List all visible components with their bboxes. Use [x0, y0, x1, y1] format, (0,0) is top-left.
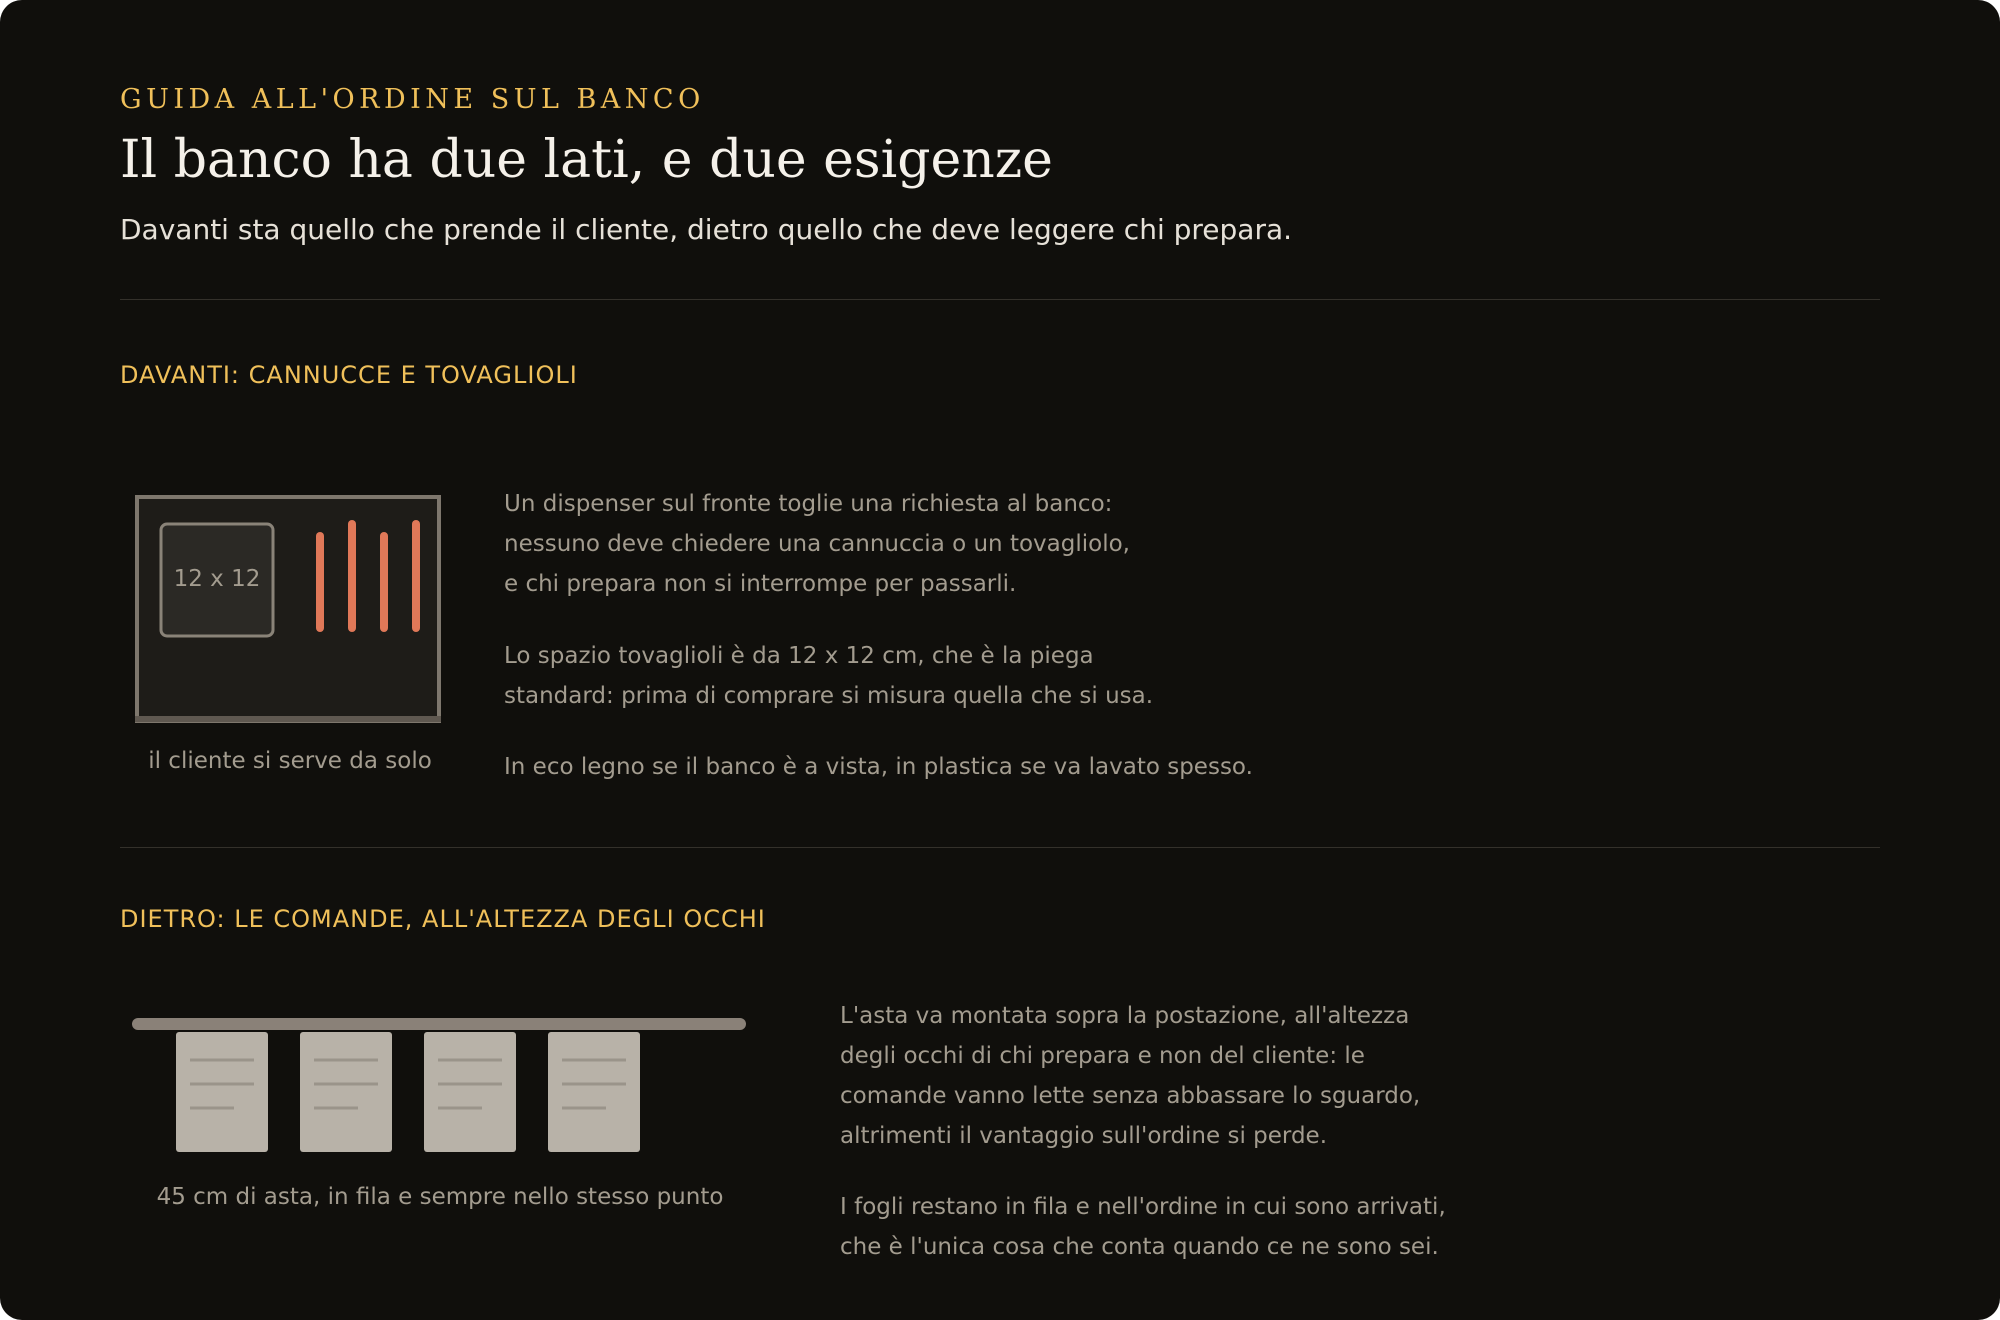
section-label-back: DIETRO: LE COMANDE, ALL'ALTEZZA DEGLI OCCHI	[120, 905, 766, 933]
front-paragraph-2: Lo spazio tovaglioli è da 12 x 12 cm, che è la piega standard: prima di comprare si misura quella che si usa.	[504, 643, 1154, 709]
divider-middle	[120, 847, 1880, 848]
front-paragraph-3: In eco legno se il banco è a vista, in plastica se va lavato spesso.	[504, 754, 1253, 780]
divider-top	[120, 299, 1880, 300]
front-paragraph-1: Un dispenser sul fronte toglie una richiesta al banco: nessuno deve chiedere una cannuccia o un tovagliolo, e chi prepara non si interrompe per passarli.	[504, 491, 1130, 597]
page-title: Il banco ha due lati, e due esigenze	[120, 130, 1053, 190]
eyebrow: GUIDA ALL'ORDINE SUL BANCO	[120, 84, 705, 115]
ticket-2	[300, 1032, 392, 1152]
dispenser-base	[135, 716, 441, 722]
ticket-rail-illustration	[132, 1014, 748, 1154]
ticket-1	[176, 1032, 268, 1152]
page-subtitle: Davanti sta quello che prende il cliente, dietro quello che deve leggere chi prepara.	[120, 213, 1293, 246]
back-paragraph-2: I fogli restano in fila e nell'ordine in cui sono arrivati, che è l'unica cosa che conta quando ce ne sono sei.	[840, 1194, 1446, 1260]
ticket-3	[424, 1032, 516, 1152]
front-caption: il cliente si serve da solo	[148, 748, 432, 774]
back-caption: 45 cm di asta, in fila e sempre nello stesso punto	[156, 1184, 724, 1210]
dispenser-illustration	[134, 494, 444, 726]
back-paragraph-1: L'asta va montata sopra la postazione, all'altezza degli occhi di chi prepara e non del cliente: le comande vanno lette senza abbassare lo sguardo, altrimenti il vantaggio sull'ordine si perde.	[840, 1003, 1421, 1149]
napkin-size-label: 12 x 12	[173, 566, 261, 592]
section-label-front: DAVANTI: CANNUCCE E TOVAGLIOLI	[120, 361, 578, 389]
ticket-4	[548, 1032, 640, 1152]
